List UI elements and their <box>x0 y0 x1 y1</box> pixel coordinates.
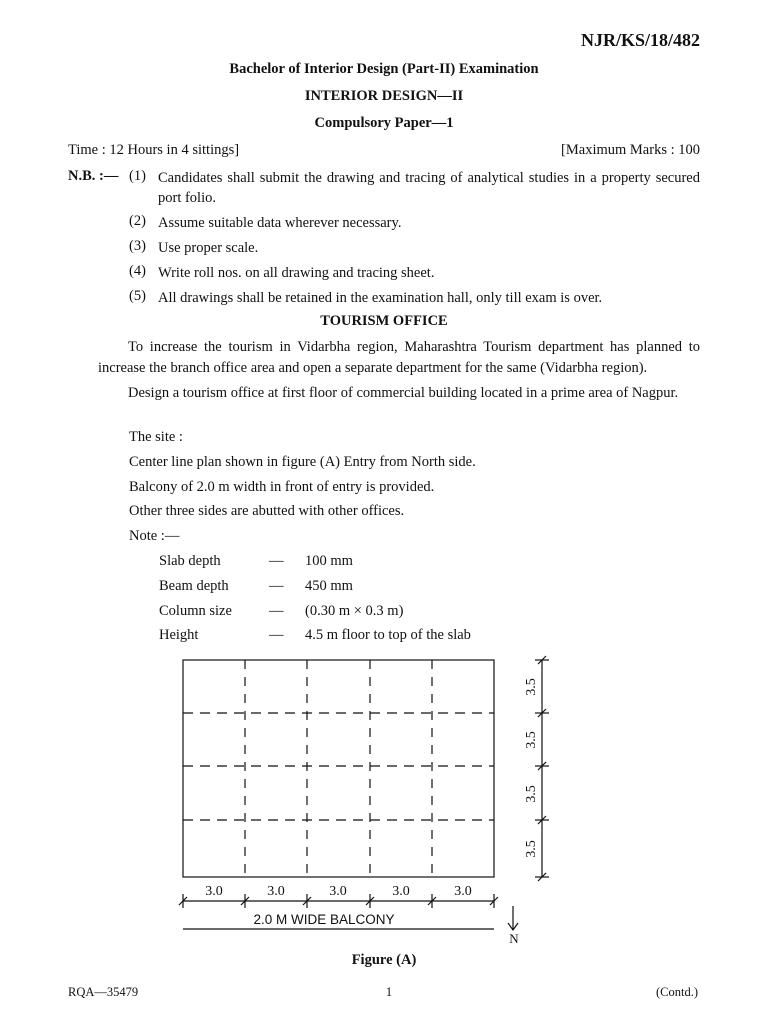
marks-text: [Maximum Marks : 100 <box>561 142 700 158</box>
site-label: The site : <box>129 429 183 445</box>
site-line-3: Other three sides are abutted with other offices. <box>129 503 405 519</box>
time-marks-row <box>68 142 700 159</box>
nb-item-number: (4) <box>129 263 146 279</box>
footer-contd: (Contd.) <box>655 985 698 999</box>
note-item-value: (0.30 m × 0.3 m) <box>305 603 404 619</box>
nb-item-number: (5) <box>129 288 146 304</box>
nb-item-number: (3) <box>129 238 146 254</box>
dimension-label-y: 3.5 <box>524 785 539 803</box>
nb-item-text: Write roll nos. on all drawing and tracing sheet. <box>158 265 435 281</box>
note-item-dash: — <box>269 603 284 619</box>
section-heading: TOURISM OFFICE <box>320 313 448 329</box>
nb-item-number: (1) <box>129 168 146 184</box>
paper-code: NJR/KS/18/482 <box>580 30 700 50</box>
subject-title: INTERIOR DESIGN—II <box>304 88 464 104</box>
dimension-label-x: 3.0 <box>454 884 472 899</box>
note-label: Note :— <box>129 528 180 544</box>
note-row-slab <box>159 553 353 570</box>
nb-item-3 <box>129 238 700 258</box>
dimension-label-x: 3.0 <box>267 884 285 899</box>
note-item-dash: — <box>269 578 284 594</box>
site-line-1: Center line plan shown in figure (A) Entry from North side. <box>129 454 476 470</box>
nb-label: N.B. :— <box>68 168 119 184</box>
note-item-label: Column size <box>159 603 232 619</box>
note-item-label: Beam depth <box>159 578 229 594</box>
dimension-label-x: 3.0 <box>205 884 223 899</box>
dimension-label-x: 3.0 <box>392 884 410 899</box>
nb-item-1 <box>129 168 700 208</box>
note-item-value: 100 mm <box>305 553 353 569</box>
balcony-label: 2.0 M WIDE BALCONY <box>253 912 395 927</box>
figure-caption-text: Figure (A) <box>351 952 417 968</box>
note-item-value: 4.5 m floor to top of the slab <box>305 627 471 643</box>
dimension-label-y: 3.5 <box>524 840 539 858</box>
note-item-dash: — <box>269 553 284 569</box>
note-row-beam <box>159 578 353 595</box>
dimension-label-x: 3.0 <box>329 884 347 899</box>
site-line-2: Balcony of 2.0 m width in front of entry is provided. <box>129 479 435 495</box>
nb-item-text: All drawings shall be retained in the examination hall, only till exam is over. <box>158 290 603 306</box>
nb-item-5 <box>129 288 700 308</box>
nb-item-text: Use proper scale. <box>158 240 259 256</box>
paper-title: Compulsory Paper—1 <box>314 115 454 131</box>
nb-item-number: (2) <box>129 213 146 229</box>
design-paragraph: Design a tourism office at first floor of commercial building located in a prime area of Nagpur. <box>128 385 679 401</box>
footer-page-number: 1 <box>385 985 393 999</box>
north-label: N <box>509 931 519 946</box>
intro-paragraph: To increase the tourism in Vidarbha region, Maharashtra Tourism department has planned to increase the branch office area and open a separate department for the same (Vidarbha region). <box>98 339 700 376</box>
note-item-label: Slab depth <box>159 553 221 569</box>
figure-a-plan <box>0 650 768 950</box>
note-item-dash: — <box>269 627 284 643</box>
note-row-column <box>159 603 403 620</box>
time-text: Time : 12 Hours in 4 sittings] <box>68 142 240 158</box>
nb-item-text: Candidates shall submit the drawing and tracing of analytical studies in a property secured port folio. <box>158 170 700 206</box>
dimension-label-y: 3.5 <box>524 731 539 749</box>
nb-item-text: Assume suitable data wherever necessary. <box>158 215 402 231</box>
note-item-label: Height <box>159 627 199 643</box>
note-item-value: 450 mm <box>305 578 353 594</box>
dimension-label-y: 3.5 <box>524 678 539 696</box>
nb-item-4 <box>129 263 700 283</box>
exam-title: Bachelor of Interior Design (Part-II) Examination <box>229 61 539 77</box>
footer-code: RQA—35479 <box>68 985 139 999</box>
note-row-height <box>159 627 471 644</box>
plan-boundary <box>183 660 494 877</box>
nb-item-2 <box>129 213 700 233</box>
